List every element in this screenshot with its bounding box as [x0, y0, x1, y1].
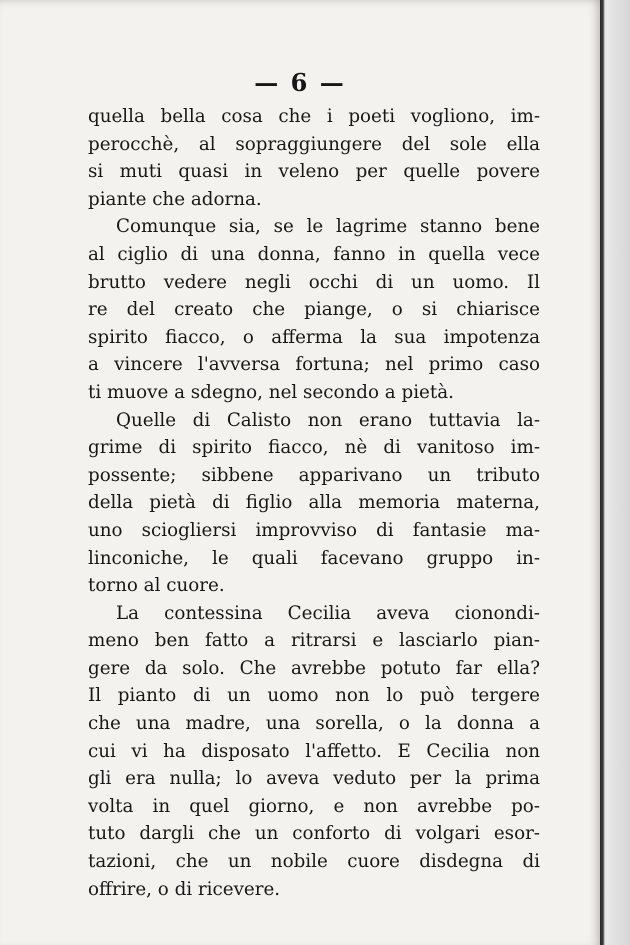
text-line: a vincere l'avversa fortuna; nel primo caso [88, 354, 540, 376]
text-line: che una madre, una sorella, o la donna a [88, 713, 540, 735]
text-line: spirito fiacco, o afferma la sua impotenza [88, 326, 540, 348]
text-line: gere da solo. Che avrebbe potuto far ella? [88, 657, 540, 679]
text-line: Comunque sia, se le lagrime stanno bene [116, 216, 540, 238]
text-line: ti muove a sdegno, nel secondo a pietà. [88, 381, 454, 403]
text-line: offrire, o di ricevere. [88, 878, 281, 900]
text-line: perocchè, al sopraggiungere del sole ella [88, 133, 540, 155]
body-text [88, 103, 540, 903]
page-edge-binding [600, 0, 630, 945]
text-line: quella bella cosa che i poeti vogliono, im- [88, 106, 540, 127]
text-line: re del creato che piange, o si chiarisce [88, 299, 540, 321]
text-line: grime di spirito fiacco, nè di vanitoso im- [88, 437, 540, 459]
text-line: Il pianto di un uomo non lo può tergere [88, 685, 540, 707]
text-line: possente; sibbene apparivano un tributo [88, 464, 540, 486]
text-line: tuto dargli che un conforto di volgari esor- [88, 823, 540, 845]
text-line: piante che adorna. [88, 188, 262, 210]
text-line: torno al cuore. [88, 575, 225, 597]
text-line: tazioni, che un nobile cuore disdegna di [88, 851, 540, 873]
text-line: meno ben fatto a ritrarsi e lasciarlo pian- [88, 630, 540, 652]
text-line: Quelle di Calisto non erano tuttavia la- [116, 409, 540, 431]
text-line: brutto vedere negli occhi di un uomo. Il [88, 271, 540, 293]
text-line: volta in quel giorno, e non avrebbe po- [88, 795, 540, 817]
text-line: La contessina Cecilia aveva cionondi- [116, 602, 540, 624]
text-line: cui vi ha disposato l'affetto. E Cecilia non [88, 740, 540, 762]
text-line: gli era nulla; lo aveva veduto per la prima [88, 768, 540, 790]
text-line: linconiche, le quali facevano gruppo in- [88, 547, 540, 569]
text-line: uno sciogliersi improvviso di fantasie ma- [88, 519, 540, 541]
text-line: della pietà di figlio alla memoria materna, [88, 492, 540, 514]
text-line: si muti quasi in veleno per quelle povere [88, 161, 540, 183]
text-line: al ciglio di una donna, fanno in quella vece [88, 243, 540, 265]
page-number-header: — 6 — [254, 68, 346, 97]
